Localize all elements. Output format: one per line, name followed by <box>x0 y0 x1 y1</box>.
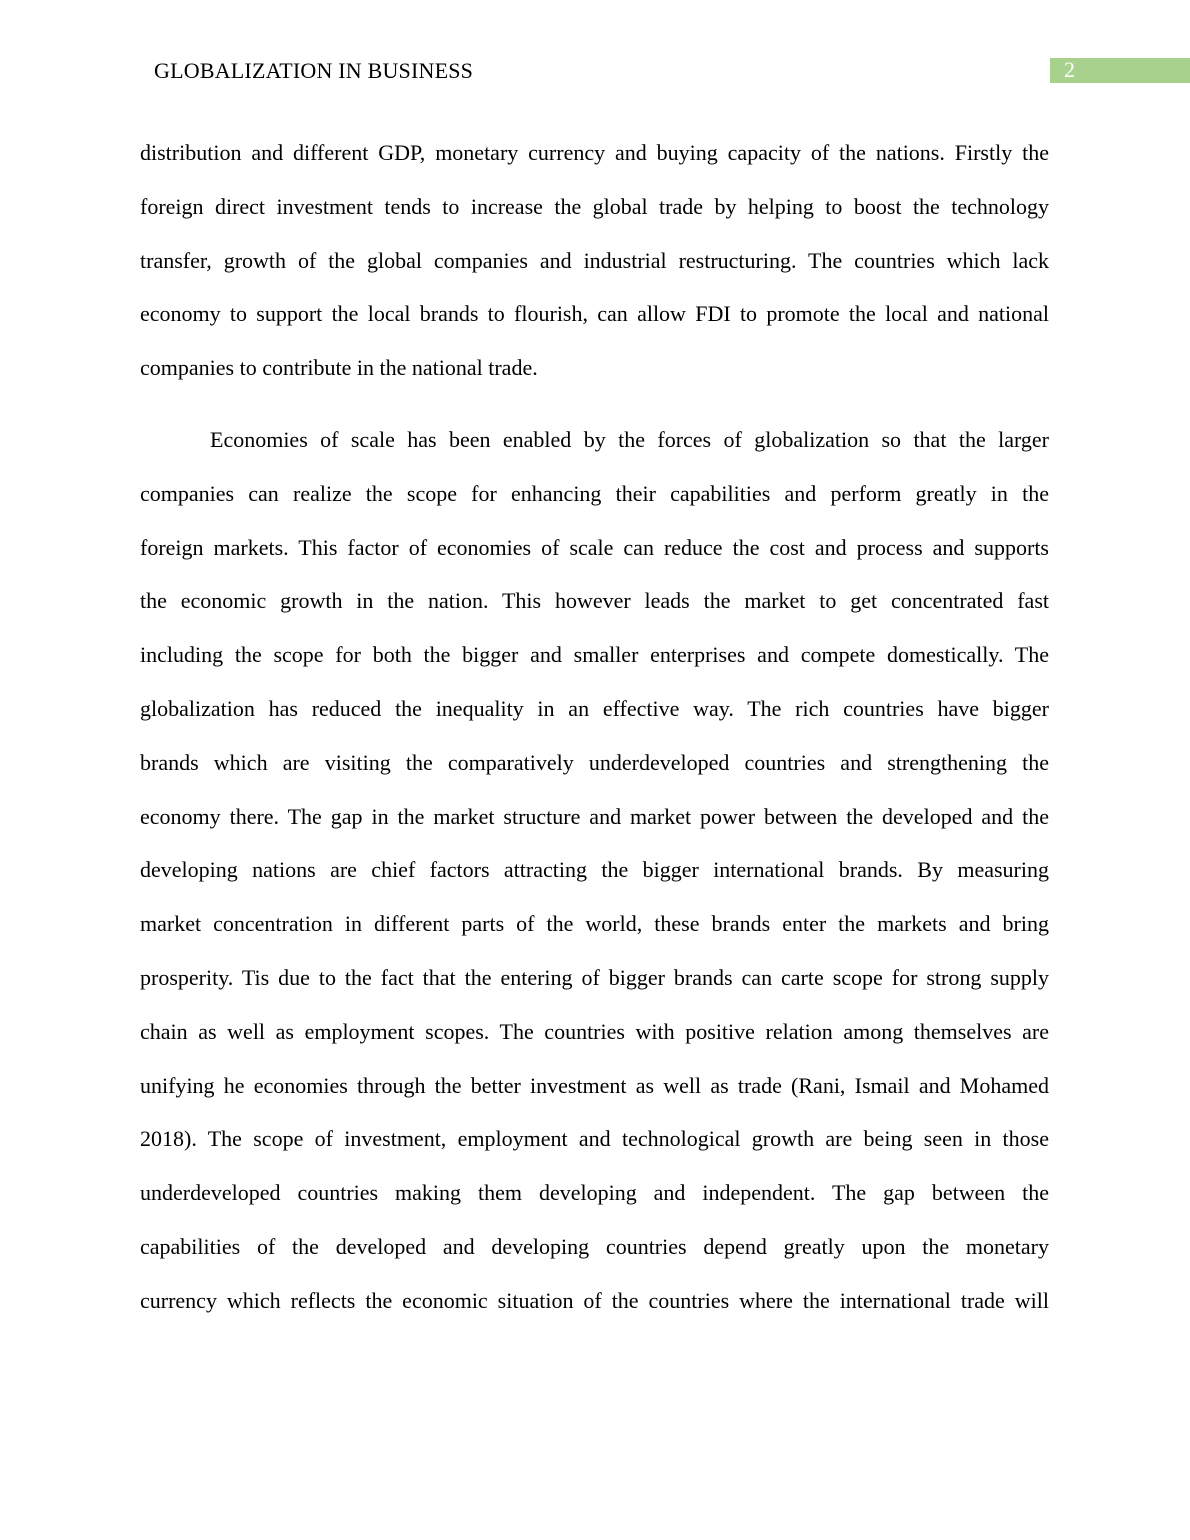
text-line: underdeveloped countries making them developing and independent. The gap between the <box>140 1180 1049 1206</box>
text-line: Economies of scale has been enabled by the forces of globalization so that the larger <box>210 426 1049 452</box>
text-line: foreign markets. This factor of economies of scale can reduce the cost and process and supports <box>140 534 1049 560</box>
text-line: companies can realize the scope for enhancing their capabilities and perform greatly in the <box>140 480 1049 506</box>
paragraph-1 <box>140 126 1049 395</box>
text-line: prosperity. Tis due to the fact that the entering of bigger brands can carte scope for strong supply <box>140 964 1049 990</box>
text-line: foreign direct investment tends to increase the global trade by helping to boost the technology <box>140 193 1049 219</box>
page-number: 2 <box>1064 57 1075 82</box>
text-line: companies to contribute in the national trade. <box>140 355 538 381</box>
page-number-badge <box>1050 58 1190 83</box>
text-line: developing nations are chief factors attracting the bigger international brands. By measuring <box>140 857 1049 883</box>
text-line: including the scope for both the bigger and smaller enterprises and compete domestically. The <box>140 642 1049 668</box>
text-line: brands which are visiting the comparatively underdeveloped countries and strengthening the <box>140 749 1049 775</box>
text-line: capabilities of the developed and developing countries depend greatly upon the monetary <box>140 1233 1049 1259</box>
text-line: globalization has reduced the inequality in an effective way. The rich countries have bigger <box>140 695 1049 721</box>
text-line: chain as well as employment scopes. The countries with positive relation among themselves are <box>140 1018 1049 1044</box>
text-line: economy there. The gap in the market structure and market power between the developed and the <box>140 803 1049 829</box>
text-line: 2018). The scope of investment, employment and technological growth are being seen in those <box>140 1126 1049 1152</box>
paragraph-2 <box>140 413 1049 1328</box>
text-line: transfer, growth of the global companies and industrial restructuring. The countries which lack <box>140 247 1049 273</box>
text-line: distribution and different GDP, monetary currency and buying capacity of the nations. Firstly the <box>140 140 1049 165</box>
text-line: currency which reflects the economic situation of the countries where the international trade will <box>140 1287 1049 1313</box>
text-line: economy to support the local brands to flourish, can allow FDI to promote the local and national <box>140 301 1049 327</box>
text-line: the economic growth in the nation. This however leads the market to get concentrated fast <box>140 588 1049 614</box>
text-line: market concentration in different parts of the world, these brands enter the markets and bring <box>140 911 1049 937</box>
text-line: unifying he economies through the better investment as well as trade (Rani, Ismail and Mohamed <box>140 1072 1049 1098</box>
body-text <box>140 126 1049 1328</box>
running-head: GLOBALIZATION IN BUSINESS <box>154 58 474 83</box>
